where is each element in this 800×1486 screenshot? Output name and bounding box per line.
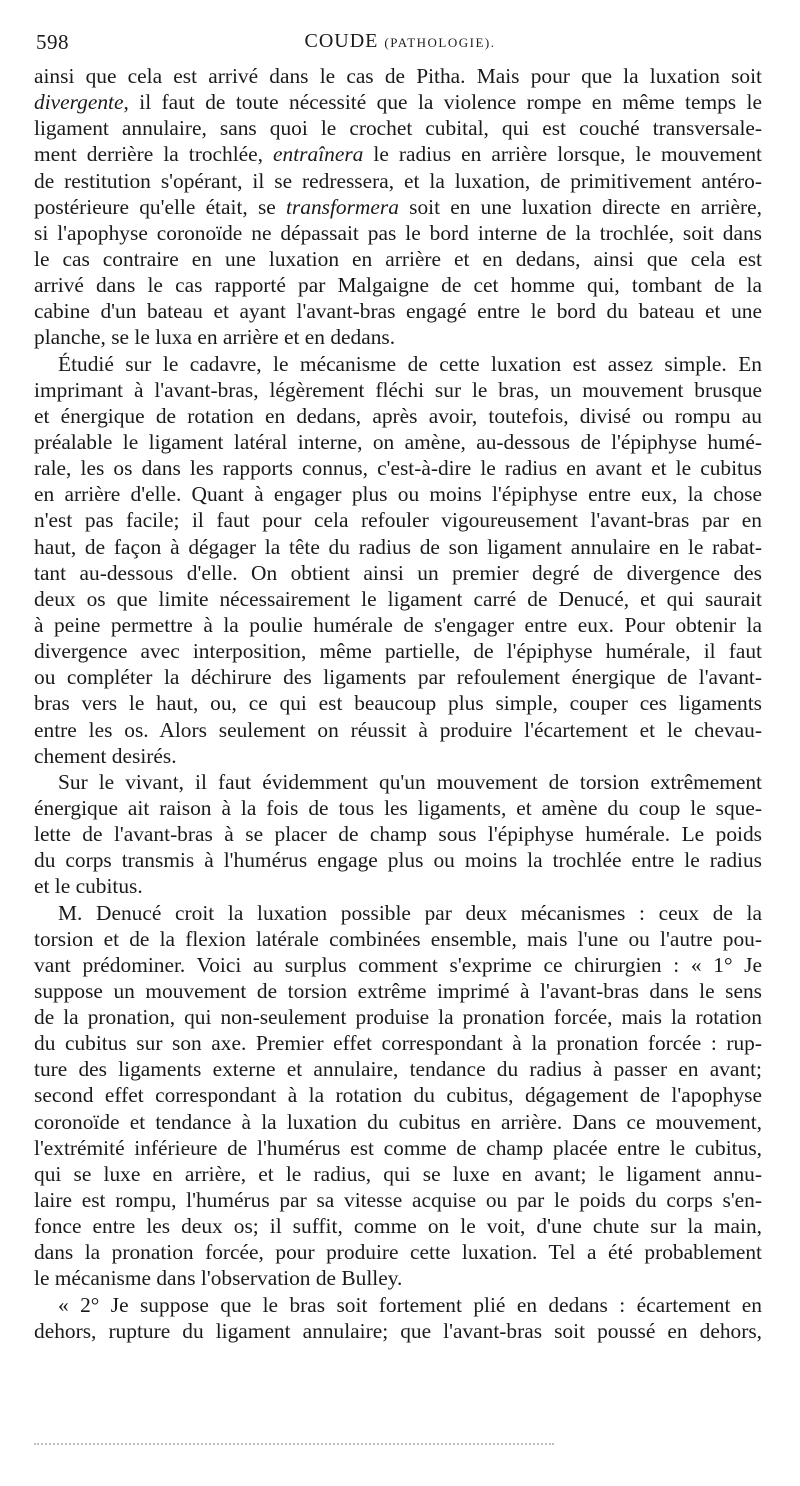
text-line xyxy=(34,455,762,481)
text-run: ture des ligaments externe et annulaire, tendance du radius à passer en avant; xyxy=(34,1057,762,1082)
text-line xyxy=(34,690,762,716)
text-run: bras vers le haut, ou, ce qui est beaucoup plus simple, couper ces ligaments xyxy=(34,691,762,716)
text-line xyxy=(34,1213,762,1239)
text-line xyxy=(34,534,762,560)
text-run: coronoïde et tendance à la luxation du cubitus en arrière. Dans ce mouvement, xyxy=(34,1109,762,1134)
text-run: et le cubitus. xyxy=(34,874,143,899)
text-line xyxy=(34,194,762,220)
text-line xyxy=(34,1030,762,1056)
text-run: ment derrière la trochlée, xyxy=(34,142,274,167)
text-run: soit en une luxation directe en arrière, xyxy=(398,194,762,219)
text-line xyxy=(34,507,762,533)
text-run: l'extrémité inférieure de l'humérus est comme de champ placée entre le cubitus, xyxy=(34,1135,762,1160)
text-line xyxy=(34,900,762,926)
text-run: haut, de façon à dégager la tête du radius de son ligament annulaire en le rabat- xyxy=(34,534,762,559)
text-line xyxy=(34,1109,762,1135)
text-line xyxy=(34,1082,762,1108)
text-line xyxy=(34,1187,762,1213)
text-line xyxy=(34,664,762,690)
text-line xyxy=(34,324,762,350)
text-run: le cas contraire en une luxation en arrière et en dedans, ainsi que cela est xyxy=(34,246,762,271)
text-line xyxy=(34,481,762,507)
text-line xyxy=(34,89,762,115)
text-run: n'est pas facile; il faut pour cela refouler vigoureusement l'avant-bras par en xyxy=(34,508,762,533)
text-run: second effet correspondant à la rotation du cubitus, dégagement de l'apophyse xyxy=(34,1083,762,1108)
text-run: énergique ait raison à la fois de tous les ligaments, et amène du coup le sque- xyxy=(34,795,762,820)
text-line xyxy=(34,1135,762,1161)
text-run: chement desirés. xyxy=(34,743,177,768)
text-run: dehors, rupture du ligament annulaire; que l'avant-bras soit poussé en dehors, xyxy=(34,1318,762,1343)
text-line xyxy=(34,1318,762,1344)
text-line xyxy=(34,717,762,743)
text-line xyxy=(34,63,762,89)
text-run: « 2° Je suppose que le bras soit fortement plié en dedans : écartement en xyxy=(58,1292,762,1317)
running-head-title: COUDE xyxy=(304,30,379,52)
text-line xyxy=(34,560,762,586)
text-line xyxy=(34,978,762,1004)
text-run: à peine permettre à la poulie humérale de s'engager entre eux. Pour obtenir la xyxy=(34,612,762,637)
text-run: vant prédominer. Voici au surplus comment s'exprime ce chirurgien : « 1° Je xyxy=(34,952,762,977)
text-line xyxy=(34,220,762,246)
italic-term: entraînera xyxy=(273,142,364,167)
text-run: cabine d'un bateau et ayant l'avant-bras engagé entre le bord du bateau et une xyxy=(34,299,762,324)
text-run: préalable le ligament latéral interne, on amène, au-dessous de l'épiphyse humé- xyxy=(34,429,762,454)
text-line xyxy=(34,168,762,194)
text-run: arrivé dans le cas rapporté par Malgaigne de cet homme qui, tombant de la xyxy=(34,273,762,298)
text-run: lette de l'avant-bras à se placer de champ sous l'épiphyse humérale. Le poids xyxy=(34,822,762,847)
text-line xyxy=(34,638,762,664)
text-line xyxy=(34,141,762,167)
text-run: planche, se le luxa en arrière et en dedans. xyxy=(34,325,396,350)
text-run: imprimant à l'avant-bras, légèrement fléchi sur le bras, un mouvement brusque xyxy=(34,377,762,402)
text-run: entre les os. Alors seulement on réussit à produire l'écartement et le chevau- xyxy=(34,717,762,742)
text-line xyxy=(34,926,762,952)
text-line xyxy=(34,377,762,403)
text-line xyxy=(34,952,762,978)
text-run: Étudié sur le cadavre, le mécanisme de cette luxation est assez simple. En xyxy=(58,351,762,376)
text-line xyxy=(34,586,762,612)
text-line xyxy=(34,1265,762,1291)
text-line xyxy=(34,795,762,821)
text-run: ou compléter la déchirure des ligaments par refoulement énergique de l'avant- xyxy=(34,665,762,690)
italic-term: transformera xyxy=(285,194,399,219)
text-run: rale, les os dans les rapports connus, c'est-à-dire le radius en avant et le cubitus xyxy=(34,456,762,481)
text-run: en arrière d'elle. Quant à engager plus ou moins l'épiphyse entre eux, la chose xyxy=(34,482,762,507)
text-run: divergence avec interposition, même partielle, de l'épiphyse humérale, il faut xyxy=(34,639,762,664)
page-number: 598 xyxy=(36,30,69,54)
text-line xyxy=(34,298,762,324)
text-line xyxy=(34,1056,762,1082)
text-line xyxy=(34,272,762,298)
text-line xyxy=(34,769,762,795)
text-run: , il faut de toute nécessité que la violence rompe en même temps le xyxy=(123,90,762,115)
page-header xyxy=(36,30,764,56)
text-line xyxy=(34,1004,762,1030)
text-line xyxy=(34,351,762,377)
body-text xyxy=(34,63,762,1344)
text-run: du cubitus sur son axe. Premier effet correspondant à la pronation forcée : rup- xyxy=(34,1031,762,1056)
text-run: le mécanisme dans l'observation de Bulley. xyxy=(34,1266,403,1291)
text-run: du corps transmis à l'humérus engage plus ou moins la trochlée entre le radius xyxy=(34,848,762,873)
text-line xyxy=(34,847,762,873)
text-run: postérieure qu'elle était, se xyxy=(34,194,286,219)
text-run: qui se luxe en arrière, et le radius, qui se luxe en avant; le ligament annu- xyxy=(34,1161,762,1186)
text-line xyxy=(34,821,762,847)
text-run: suppose un mouvement de torsion extrême imprimé à l'avant-bras dans le sens xyxy=(34,978,762,1003)
text-line xyxy=(34,1161,762,1187)
text-run: Sur le vivant, il faut évidemment qu'un mouvement de torsion extrêmement xyxy=(58,769,762,794)
text-run: fonce entre les deux os; il suffit, comme on le voit, d'une chute sur la main, xyxy=(34,1214,762,1239)
text-line xyxy=(34,1239,762,1265)
text-line xyxy=(34,1292,762,1318)
text-run: si l'apophyse coronoïde ne dépassait pas le bord interne de la trochlée, soit dans xyxy=(34,220,762,245)
text-run: de la pronation, qui non-seulement produise la pronation forcée, mais la rotation xyxy=(34,1005,762,1030)
text-run: et énergique de rotation en dedans, après avoir, toutefois, divisé ou rompu au xyxy=(34,403,762,428)
text-run: laire est rompu, l'humérus par sa vitesse acquise ou par le poids du corps s'en- xyxy=(34,1188,762,1213)
text-run: tant au-dessous d'elle. On obtient ainsi un premier degré de divergence des xyxy=(34,560,762,585)
footer-dotted-rule xyxy=(34,1443,554,1445)
text-line xyxy=(34,612,762,638)
text-run: le radius en arrière lorsque, le mouvement xyxy=(363,142,762,167)
text-run: dans la pronation forcée, pour produire cette luxation. Tel a été probablement xyxy=(34,1240,762,1265)
text-line xyxy=(34,429,762,455)
running-head-subtitle: (PATHOLOGIE). xyxy=(384,35,496,50)
running-head xyxy=(36,30,764,53)
text-run: ainsi que cela est arrivé dans le cas de Pitha. Mais pour que la luxation soit xyxy=(34,64,762,88)
text-run: de restitution s'opérant, il se redressera, et la luxation, de primitivement antéro- xyxy=(34,168,762,193)
text-run: M. Denucé croit la luxation possible par deux mécanismes : ceux de la xyxy=(58,900,762,925)
text-run: torsion et de la flexion latérale combinées ensemble, mais l'une ou l'autre pou- xyxy=(34,926,762,951)
text-run: ligament annulaire, sans quoi le crochet cubital, qui est couché transversale- xyxy=(34,116,762,141)
text-line xyxy=(34,873,762,899)
text-run: deux os que limite nécessairement le ligament carré de Denucé, et qui saurait xyxy=(34,586,762,611)
text-line xyxy=(34,403,762,429)
text-line xyxy=(34,743,762,769)
text-line xyxy=(34,246,762,272)
italic-term: divergente xyxy=(34,90,124,115)
text-line xyxy=(34,115,762,141)
